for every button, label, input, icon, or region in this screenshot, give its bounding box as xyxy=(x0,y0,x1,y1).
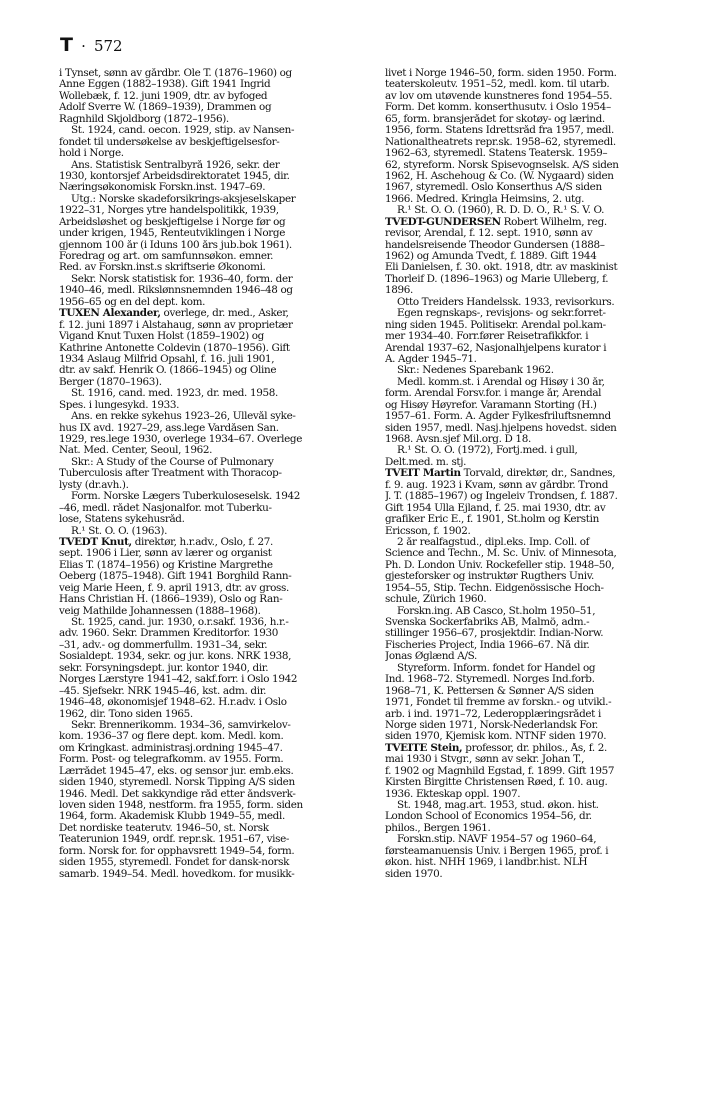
text-line xyxy=(59,125,359,136)
text-line xyxy=(385,766,685,777)
line-text: direktør, h.r.adv., Oslo, f. 27. xyxy=(131,536,273,548)
text-line xyxy=(59,331,359,342)
line-text: –46, medl. rådet Nasjonalfor. mot Tuberku- xyxy=(59,502,272,514)
text-line xyxy=(59,228,359,239)
text-line xyxy=(385,320,685,331)
text-line xyxy=(59,548,359,559)
text-line xyxy=(385,137,685,148)
line-text: 1962, H. Aschehoug & Co. (W. Nygaard) siden xyxy=(385,170,614,182)
line-text: Foredrag og art. om samfunnsøkon. emner. xyxy=(59,251,274,262)
line-text: A. Agder 1945–71. xyxy=(385,353,477,365)
text-line xyxy=(59,583,359,594)
text-line xyxy=(59,320,359,331)
line-text: i Tynset, sønn av gårdbr. Ole T. (1876–1960) og xyxy=(59,68,292,79)
text-line xyxy=(59,640,359,651)
text-line xyxy=(59,91,359,102)
text-line xyxy=(59,663,359,674)
text-line xyxy=(385,720,685,731)
line-text: Adolf Sverre W. (1869–1939), Drammen og xyxy=(59,102,272,114)
text-line xyxy=(385,754,685,765)
line-text: førsteamanuensis Univ. i Bergen 1965, prof. i xyxy=(385,845,609,857)
text-line xyxy=(59,846,359,857)
line-text: Elias T. (1874–1956) og Kristine Margrethe xyxy=(59,559,273,571)
line-text: lose, Statens sykehusråd. xyxy=(59,514,185,526)
text-line xyxy=(385,491,685,502)
text-line xyxy=(59,491,359,502)
line-text: Tuberculosis after Treatment with Thoracop- xyxy=(59,468,282,480)
line-text: Delt.med. m. stj. xyxy=(385,456,467,468)
entry-name: TUXEN Alexander, xyxy=(59,308,161,320)
line-text: gjesteforsker og instruktør Rugthers Univ. xyxy=(385,571,594,583)
text-line xyxy=(385,411,685,422)
line-text: 1962) og Amunda Tvedt, f. 1889. Gift 1944 xyxy=(385,251,597,262)
line-text: 1956, form. Statens Idrettsråd fra 1957, medl. xyxy=(385,125,614,137)
text-line xyxy=(59,148,359,159)
text-line xyxy=(385,388,685,399)
line-text: om Kringkast. administrasj.ordning 1945–47. xyxy=(59,742,283,754)
text-line xyxy=(59,651,359,662)
text-line xyxy=(59,537,359,548)
text-line xyxy=(59,365,359,376)
line-text: Red. av Forskn.inst.s skriftserie Økonomi. xyxy=(59,262,266,274)
line-text: Fischeries Project, India 1966–67. Nå dir. xyxy=(385,639,590,651)
text-line xyxy=(385,526,685,537)
text-line xyxy=(385,68,685,79)
line-text: schule, Zürich 1960. xyxy=(385,594,487,606)
text-line xyxy=(59,285,359,296)
text-line xyxy=(385,445,685,456)
text-line xyxy=(59,720,359,731)
line-text: av lov om utøvende kunstneres fond 1954–55. xyxy=(385,90,613,102)
text-line xyxy=(385,331,685,342)
line-text: R.¹ St. O. O. (1972), Fortj.med. i gull, xyxy=(397,445,578,457)
line-text: Ph. D. London Univ. Rockefeller stip. 1948–50, xyxy=(385,559,615,571)
text-line xyxy=(385,537,685,548)
line-text: philos., Bergen 1961. xyxy=(385,822,491,834)
line-text: Ericsson, f. 1902. xyxy=(385,525,471,537)
line-text: Spes. i lungesykd. 1933. xyxy=(59,399,180,411)
line-text: professor, dr. philos., Ås, f. 2. xyxy=(462,742,607,754)
text-line xyxy=(59,834,359,845)
line-text: St. 1916, cand. med. 1923, dr. med. 1958. xyxy=(71,388,278,400)
line-text: stillinger 1956–67, prosjektdir. Indian-Norw. xyxy=(385,628,604,640)
line-text: samarb. 1949–54. Medl. hovedkom. for musikk- xyxy=(59,868,295,880)
text-line xyxy=(59,457,359,468)
text-line xyxy=(59,800,359,811)
line-text: Skr.: Nedenes Sparebank 1962. xyxy=(397,365,554,377)
line-text: Teaterunion 1949, ordf. repr.sk. 1951–67, vise- xyxy=(59,834,290,846)
line-text: 2 år realfagstud., dipl.eks. Imp. Coll. of xyxy=(397,536,590,548)
line-text: Lærrådet 1945–47, eks. og sensor jur. emb.eks. xyxy=(59,765,294,777)
text-line xyxy=(385,217,685,228)
text-line xyxy=(385,811,685,822)
text-line xyxy=(59,297,359,308)
line-text: siden 1955, styremedl. Fondet for dansk-norsk xyxy=(59,857,290,869)
line-text: ning siden 1945. Politisekr. Arendal pol.kam- xyxy=(385,319,606,331)
text-line xyxy=(59,240,359,251)
text-line xyxy=(59,743,359,754)
text-line xyxy=(385,91,685,102)
text-line xyxy=(59,594,359,605)
line-text: Ind. 1968–72. Styremedl. Norges Ind.forb. xyxy=(385,674,595,686)
text-line xyxy=(385,468,685,479)
line-text: overlege, dr. med., Asker, xyxy=(160,308,289,320)
text-line xyxy=(59,274,359,285)
text-line xyxy=(59,68,359,79)
line-text: 1940–46, medl. Rikslønnsnemnden 1946–48 og xyxy=(59,285,293,297)
text-line xyxy=(385,79,685,90)
text-line xyxy=(59,445,359,456)
entry-name: TVEITE Stein, xyxy=(385,742,463,754)
text-line xyxy=(385,697,685,708)
line-text: og Hisøy Høyrefor. Varamann Storting (H.) xyxy=(385,399,597,411)
text-line xyxy=(385,354,685,365)
text-line xyxy=(59,411,359,422)
text-line xyxy=(385,377,685,388)
text-line xyxy=(59,686,359,697)
line-text: Torvald, direktør, dr., Sandnes, xyxy=(460,468,616,480)
text-line xyxy=(59,137,359,148)
text-line xyxy=(385,640,685,651)
line-text: mai 1930 i Stvgr., sønn av sekr. Johan T., xyxy=(385,754,585,766)
text-line xyxy=(59,606,359,617)
text-line xyxy=(59,823,359,834)
text-line xyxy=(59,857,359,868)
text-line xyxy=(59,400,359,411)
line-text: Det nordiske teaterutv. 1946–50, st. Norsk xyxy=(59,822,269,834)
line-text: hus IX avd. 1927–29, ass.lege Vardåsen San. xyxy=(59,422,279,434)
text-line xyxy=(385,823,685,834)
line-text: Wollebæk, f. 12. juni 1909, dtr. av byfoged xyxy=(59,90,268,102)
line-text: handelsreisende Theodor Gundersen (1888– xyxy=(385,239,605,251)
line-text: mer 1934–40. Forr.fører Reisetrafikkfor. i xyxy=(385,331,589,343)
text-line xyxy=(59,811,359,822)
text-line xyxy=(59,217,359,228)
text-line xyxy=(385,182,685,193)
line-text: 1968–71, K. Pettersen & Sønner A/S siden xyxy=(385,685,594,697)
line-text: Skr.: A Study of the Course of Pulmonary xyxy=(71,456,274,468)
text-line xyxy=(385,285,685,296)
line-text: 1922–31, Norges ytre handelspolitikk, 1939, xyxy=(59,205,279,217)
line-text: loven siden 1948, nestform. fra 1955, form. siden xyxy=(59,800,303,811)
text-line xyxy=(59,731,359,742)
entry-name: TVEDT Knut, xyxy=(59,536,132,548)
line-text: 1954–55, Stip. Techn. Eidgenössische Hoch- xyxy=(385,582,604,594)
left-text-column xyxy=(59,68,359,880)
text-line xyxy=(385,480,685,491)
entry-name: TVEIT Martin xyxy=(385,468,461,480)
line-text: veig Mathilde Johannessen (1888–1968). xyxy=(59,605,261,617)
line-text: Ans. en rekke sykehus 1923–26, Ullevål syke- xyxy=(71,411,296,423)
line-text: Ragnhild Skjoldborg (1872–1956). xyxy=(59,113,229,125)
line-text: siden 1970. xyxy=(385,868,443,880)
right-text-column xyxy=(385,68,685,880)
line-text: 1930, kontorsjef Arbeidsdirektoratet 1945, dir. xyxy=(59,170,290,182)
line-text: Oeberg (1875–1948). Gift 1941 Borghild Rann- xyxy=(59,571,292,583)
line-text: form. Norsk for. for opphavsrett 1949–54, form. xyxy=(59,845,295,857)
header-separator: · xyxy=(81,37,86,55)
text-line xyxy=(385,628,685,639)
line-text: Form. Norske Lægers Tuberkuloseselsk. 1942 xyxy=(71,491,301,503)
text-line xyxy=(385,617,685,628)
line-text: St. 1948, mag.art. 1953, stud. økon. hist. xyxy=(397,800,599,811)
line-text: revisor, Arendal, f. 12. sept. 1910, sønn av xyxy=(385,228,593,240)
text-line xyxy=(59,789,359,800)
page-number: 572 xyxy=(93,37,123,55)
line-text: siden 1940, styremedl. Norsk Tipping A/S siden xyxy=(59,777,295,789)
line-text: Medl. komm.st. i Arendal og Hisøy i 30 år, xyxy=(397,376,605,388)
text-line xyxy=(385,297,685,308)
line-text: kom. 1936–37 og flere dept. kom. Medl. kom. xyxy=(59,731,284,743)
text-line xyxy=(385,125,685,136)
text-line xyxy=(385,789,685,800)
text-line xyxy=(385,663,685,674)
text-line xyxy=(385,240,685,251)
line-text: Kirsten Birgitte Christensen Røed, f. 10. aug. xyxy=(385,777,608,789)
text-line xyxy=(385,686,685,697)
text-line xyxy=(59,468,359,479)
text-line xyxy=(385,274,685,285)
line-text: –45. Sjefsekr. NRK 1945–46, kst. adm. dir. xyxy=(59,685,267,697)
text-line xyxy=(385,548,685,559)
line-text: Thorleif D. (1896–1963) og Marie Ulleberg, f. xyxy=(385,273,609,285)
line-text: Ans. Statistisk Sentralbyrå 1926, sekr. der xyxy=(71,159,280,171)
line-text: –31, adv.- og dommerfullm. 1931–34, sekr. xyxy=(59,639,268,651)
line-text: Nat. Med. Center, Seoul, 1962. xyxy=(59,445,213,457)
text-line xyxy=(59,697,359,708)
text-line xyxy=(59,754,359,765)
line-text: sekr. Forsyningsdept. jur. kontor 1940, dir. xyxy=(59,662,269,674)
text-line xyxy=(385,343,685,354)
line-text: dtr. av sakf. Henrik O. (1866–1945) og Oline xyxy=(59,365,277,377)
text-line xyxy=(385,571,685,582)
line-text: Eli Danielsen, f. 30. okt. 1918, dtr. av maskinist xyxy=(385,262,618,274)
line-text: livet i Norge 1946–50, form. siden 1950. Form. xyxy=(385,68,617,79)
text-line xyxy=(385,148,685,159)
line-text: siden 1957, medl. Nasj.hjelpens hovedst. siden xyxy=(385,422,617,434)
line-text: Berger (1870–1963). xyxy=(59,376,162,388)
line-text: veig Marie Heen, f. 9. april 1913, dtr. av gross. xyxy=(59,582,289,594)
text-line xyxy=(59,377,359,388)
line-text: 1967, styremedl. Oslo Konserthus A/S siden xyxy=(385,182,602,194)
line-text: 62, styreform. Norsk Spisevognselsk. A/S siden xyxy=(385,159,619,171)
line-text: Gift 1954 Ulla Ejland, f. 25. mai 1930, dtr. av xyxy=(385,502,606,514)
text-line xyxy=(59,617,359,628)
line-text: Jonas Øglænd A/S. xyxy=(385,651,477,663)
line-text: Kathrine Antonette Coldevin (1870–1956). Gift xyxy=(59,342,290,354)
text-line xyxy=(59,251,359,262)
line-text: 1966. Medred. Kringla Heimsins, 2. utg. xyxy=(385,193,585,205)
line-text: under krigen, 1945, Renteutviklingen i Norge xyxy=(59,228,286,240)
text-line xyxy=(385,777,685,788)
line-text: adv. 1960. Sekr. Drammen Kreditorfor. 1930 xyxy=(59,628,279,640)
text-line xyxy=(385,160,685,171)
line-text: Norge siden 1971, Norsk-Nederlandsk For. xyxy=(385,719,599,731)
text-line xyxy=(59,182,359,193)
text-line xyxy=(385,434,685,445)
text-line xyxy=(385,503,685,514)
line-text: Sekr. Brennerikomm. 1934–36, samvirkelov- xyxy=(71,719,291,731)
line-text: London School of Economics 1954–56, dr. xyxy=(385,811,592,823)
text-line xyxy=(385,228,685,239)
text-line xyxy=(385,594,685,605)
text-line xyxy=(385,651,685,662)
text-line xyxy=(59,343,359,354)
text-line xyxy=(59,571,359,582)
text-line xyxy=(385,171,685,182)
line-text: R.¹ St. O. O. (1963). xyxy=(71,525,168,537)
text-line xyxy=(385,606,685,617)
line-text: Form. Det komm. konserthusutv. i Oslo 1954– xyxy=(385,102,611,114)
line-text: Næringsøkonomisk Forskn.inst. 1947–69. xyxy=(59,182,266,194)
text-line xyxy=(59,709,359,720)
text-line xyxy=(59,160,359,171)
line-text: R.¹ St. O. O. (1960), R. D. D. O., R.¹ S. V. O. xyxy=(397,205,605,217)
line-text: 1929, res.lege 1930, overlege 1934–67. Overlege xyxy=(59,434,303,445)
line-text: St. 1924, cand. oecon. 1929, stip. av Nansen- xyxy=(71,125,295,137)
line-text: 65, form. bransjerådet for skotøy- og lærind. xyxy=(385,113,605,125)
text-line xyxy=(59,423,359,434)
text-line xyxy=(385,834,685,845)
text-line xyxy=(385,800,685,811)
line-text: hold i Norge. xyxy=(59,148,124,160)
line-text: Sekr. Norsk statistisk for. 1936–40, form. der xyxy=(71,273,293,285)
text-line xyxy=(385,457,685,468)
text-line xyxy=(385,400,685,411)
text-line xyxy=(59,79,359,90)
text-line xyxy=(59,102,359,113)
text-line xyxy=(59,262,359,273)
text-line xyxy=(59,526,359,537)
line-text: J. T. (1885–1967) og Ingeleiv Trondsen, f. 1887. xyxy=(385,491,618,503)
line-text: Science and Techn., M. Sc. Univ. of Minnesota, xyxy=(385,548,617,560)
text-line xyxy=(385,194,685,205)
text-line xyxy=(385,308,685,319)
text-line xyxy=(59,674,359,685)
line-text: grafiker Eric E., f. 1901, St.holm og Kerstin xyxy=(385,514,599,526)
text-line xyxy=(385,674,685,685)
line-text: fondet til undersøkelse av beskjeftigelsesfor- xyxy=(59,136,280,148)
line-text: 1964, form. Akademisk Klubb 1949–55, medl. xyxy=(59,811,285,823)
text-line xyxy=(385,514,685,525)
line-text: Arbeidsløshet og beskjeftigelse i Norge før og xyxy=(59,216,286,228)
line-text: økon. hist. NHH 1969, i landbr.hist. NLH xyxy=(385,857,588,869)
line-text: 1934 Aslaug Milfrid Opsahl, f. 16. juli 1901, xyxy=(59,353,275,365)
line-text: Form. Post- og telegrafkomm. av 1955. Form. xyxy=(59,754,284,766)
text-line xyxy=(59,388,359,399)
line-text: 1956–65 og en del dept. kom. xyxy=(59,296,206,308)
line-text: Svenska Sockerfabriks AB, Malmö, adm.- xyxy=(385,617,590,628)
text-line xyxy=(59,560,359,571)
text-line xyxy=(385,102,685,113)
line-text: Forskn.ing. AB Casco, St.holm 1950–51, xyxy=(397,605,596,617)
line-text: gjennom 100 år (i Iduns 100 års jub.bok 1961). xyxy=(59,239,292,251)
line-text: 1946. Medl. Det sakkyndige råd etter åndsverk- xyxy=(59,788,296,800)
section-letter: T xyxy=(60,34,73,56)
line-text: sept. 1906 i Lier, sønn av lærer og organist xyxy=(59,548,272,560)
line-text: Egen regnskaps-, revisjons- og sekr.forret- xyxy=(397,308,606,320)
line-text: f. 12. juni 1897 i Alstahaug, sønn av proprietær xyxy=(59,319,293,331)
line-text: 1971, Fondet til fremme av forskn.- og utvikl.- xyxy=(385,697,612,709)
line-text: Forskn.stip. NAVF 1954–57 og 1960–64, xyxy=(397,834,597,846)
text-line xyxy=(385,262,685,273)
line-text: Robert Wilhelm, reg. xyxy=(500,216,607,228)
line-text: arb. i ind. 1971–72, Lederopplæringsrådet i xyxy=(385,708,601,720)
line-text: 1968. Avsn.sjef Mil.org. D 18. xyxy=(385,434,531,445)
text-line xyxy=(59,766,359,777)
text-line xyxy=(59,777,359,788)
line-text: 1962–63, styremedl. Statens Teatersk. 1959– xyxy=(385,148,608,160)
text-line xyxy=(59,194,359,205)
line-text: f. 1902 og Magnhild Egstad, f. 1899. Gift 1957 xyxy=(385,765,615,777)
line-text: Arendal 1937–62, Nasjonalhjelpens kurator i xyxy=(385,342,607,354)
text-line xyxy=(385,731,685,742)
line-text: Hans Christian H. (1866–1939), Oslo og Ran- xyxy=(59,594,283,606)
line-text: St. 1925, cand. jur. 1930, o.r.sakf. 1936, h.r.- xyxy=(71,617,289,628)
text-line xyxy=(59,869,359,880)
text-line xyxy=(385,583,685,594)
line-text: form. Arendal Forsv.for. i mange år, Arendal xyxy=(385,388,602,400)
text-line xyxy=(385,423,685,434)
line-text: f. 9. aug. 1923 i Kvam, sønn av gårdbr. Trond xyxy=(385,479,609,491)
text-line xyxy=(385,869,685,880)
text-line xyxy=(59,480,359,491)
page-header xyxy=(60,34,123,56)
line-text: 1962, dir. Tono siden 1965. xyxy=(59,708,193,720)
line-text: Utg.: Norske skadeforsikrings-aksjeselskaper xyxy=(71,193,296,205)
line-text: 1896. xyxy=(385,285,413,297)
text-line xyxy=(59,171,359,182)
entry-name: TVEDT-GUNDERSEN xyxy=(385,216,501,228)
text-line xyxy=(385,114,685,125)
text-line xyxy=(385,743,685,754)
text-line xyxy=(59,514,359,525)
text-line xyxy=(59,308,359,319)
text-line xyxy=(385,205,685,216)
line-text: siden 1970, Kjemisk kom. NTNF siden 1970. xyxy=(385,731,607,743)
text-line xyxy=(385,857,685,868)
line-text: Vigand Knut Tuxen Holst (1859–1902) og xyxy=(59,331,264,343)
text-line xyxy=(385,846,685,857)
text-line xyxy=(59,628,359,639)
text-line xyxy=(59,503,359,514)
line-text: lysty (dr.avh.). xyxy=(59,479,129,491)
line-text: Nationaltheatrets repr.sk. 1958–62, styremedl. xyxy=(385,136,616,148)
text-line xyxy=(385,560,685,571)
line-text: Styreform. Inform. fondet for Handel og xyxy=(397,662,596,674)
line-text: 1957–61. Form. A. Agder Fylkesfriluftsnemnd xyxy=(385,411,611,423)
text-line xyxy=(385,251,685,262)
line-text: Otto Treiders Handelssk. 1933, revisorkurs. xyxy=(397,296,615,308)
text-line xyxy=(59,205,359,216)
line-text: Norges Lærstyre 1941–42, sakf.forr. i Oslo 1942 xyxy=(59,674,298,686)
line-text: 1946–48, økonomisjef 1948–62. H.r.adv. i Oslo xyxy=(59,697,287,709)
text-line xyxy=(385,709,685,720)
text-line xyxy=(59,434,359,445)
text-line xyxy=(385,365,685,376)
line-text: Sosialdept. 1934, sekr. og jur. kons. NRK 1938, xyxy=(59,651,292,663)
line-text: teaterskoleutv. 1951–52, medl. kom. til utarb. xyxy=(385,79,610,91)
line-text: Anne Eggen (1882–1938). Gift 1941 Ingrid xyxy=(59,79,271,91)
text-line xyxy=(59,354,359,365)
text-line xyxy=(59,114,359,125)
line-text: 1936. Ekteskap oppl. 1907. xyxy=(385,788,521,800)
